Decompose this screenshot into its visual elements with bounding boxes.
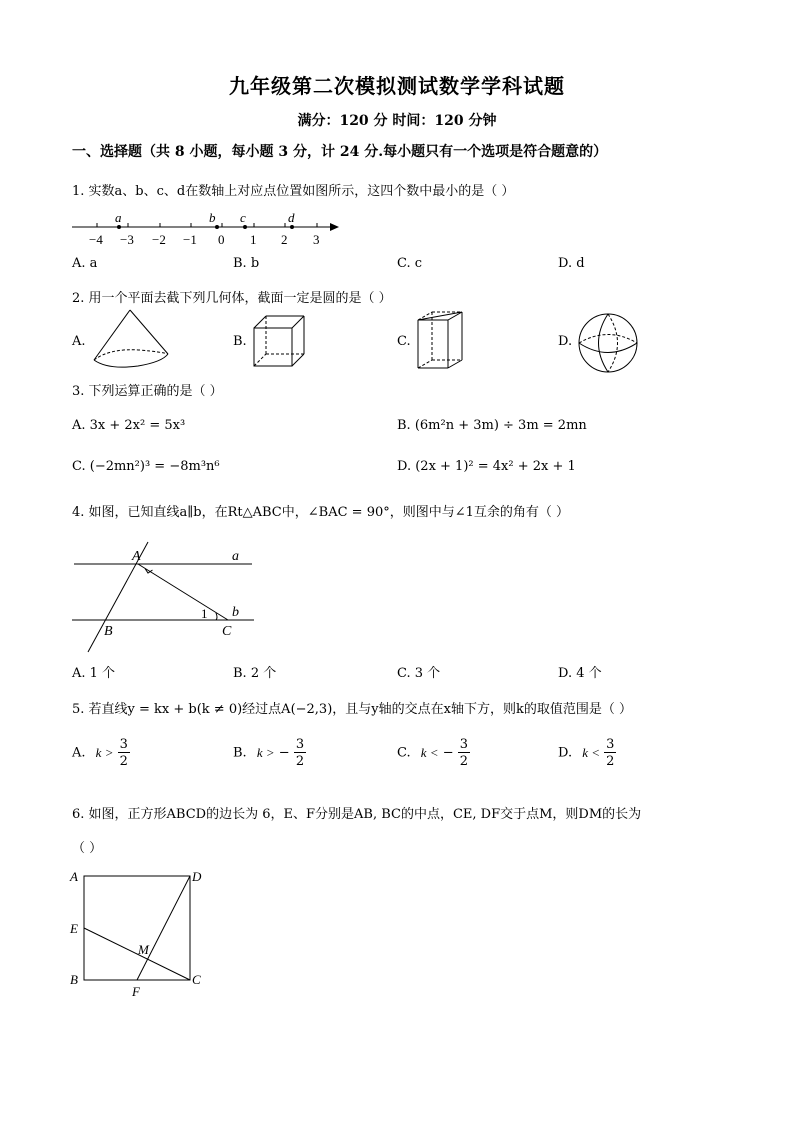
label-E: E	[70, 921, 78, 936]
question-6-paren: （ ）	[72, 841, 103, 856]
tick-label: −2	[152, 232, 166, 247]
q2-option-a: A.	[72, 334, 86, 349]
q3-option-d: D. (2x + 1)² = 4x² + 2x + 1	[397, 459, 576, 474]
tick-label: 1	[250, 232, 257, 247]
q2-option-d: D.	[558, 334, 573, 349]
fraction: $\frac{3}{2}$	[606, 737, 615, 769]
tick-label: 2	[281, 232, 288, 247]
q1-option-a: A. a	[72, 256, 98, 271]
score-time-line: 满分：120 分 时间：120 分钟	[297, 113, 497, 129]
point-label-c: c	[240, 210, 246, 225]
label-D: D	[192, 869, 202, 884]
q3-option-c: C. (−2mn²)³ = −8m³n⁶	[72, 459, 220, 474]
question-3-stem: 3. 下列运算正确的是（ ）	[72, 384, 223, 399]
label-A: A	[132, 549, 141, 564]
q5-option-d: D. k < $\frac{3}{2}$	[558, 737, 615, 769]
q5-option-a: A. k > $\frac{3}{2}$	[72, 737, 128, 769]
question-2-stem: 2. 用一个平面去截下列几何体，截面一定是圆的是（ ）	[72, 291, 392, 306]
q2-option-c: C.	[397, 334, 411, 349]
point-label-d: d	[288, 210, 295, 225]
q4-option-d: D. 4 个	[558, 666, 602, 681]
q4-option-b: B. 2 个	[233, 666, 277, 681]
fraction: $\frac{3}{2}$	[459, 737, 469, 769]
tick-label: −1	[183, 232, 197, 247]
q5-option-c: C. k < − $\frac{3}{2}$	[397, 737, 469, 769]
label-C: C	[192, 972, 201, 987]
point-label-b: b	[209, 210, 216, 225]
label-F: F	[132, 984, 140, 998]
page-title: 九年级第二次模拟测试数学学科试题	[229, 74, 565, 98]
tick-label: 3	[313, 232, 320, 247]
prism-figure	[414, 310, 466, 372]
question-6-stem: 6. 如图，正方形ABCD的边长为 6，E、F分别是AB, BC的中点，CE, DF交于点M，则DM的长为	[72, 807, 642, 822]
question-4-stem: 4. 如图，已知直线a∥b，在Rt△ABC中，∠BAC = 90°，则图中与∠1互余的角有（ ）	[72, 505, 570, 520]
label-angle-1: 1	[201, 606, 208, 621]
label-B: B	[104, 624, 113, 639]
q1-option-b: B. b	[233, 256, 260, 271]
question-5-stem: 5. 若直线y = kx + b(k ≠ 0)经过点A(−2,3)，且与y轴的交点在x轴下方，则k的取值范围是（ ）	[72, 702, 632, 717]
fraction: $\frac{3}{2}$	[295, 737, 305, 769]
label-a: a	[232, 549, 239, 564]
fraction: $\frac{3}{2}$	[119, 737, 128, 769]
q3-option-a: A. 3x + 2x² = 5x³	[72, 418, 186, 433]
label-b: b	[232, 605, 239, 620]
cube-figure	[252, 314, 308, 370]
sphere-figure	[577, 312, 639, 374]
tick-label: −3	[120, 232, 134, 247]
point-label-a: a	[115, 210, 122, 225]
label-A: A	[70, 869, 78, 884]
label-C: C	[222, 624, 232, 639]
q4-option-a: A. 1 个	[72, 666, 116, 681]
tick-label: 0	[218, 232, 225, 247]
label-B: B	[70, 972, 78, 987]
label-M: M	[138, 942, 149, 957]
q4-option-c: C. 3 个	[397, 666, 441, 681]
cone-figure	[90, 308, 174, 372]
square-figure	[68, 866, 214, 998]
q1-option-d: D. d	[558, 256, 585, 271]
question-1-stem: 1. 实数a、b、c、d在数轴上对应点位置如图所示，这四个数中最小的是（ ）	[72, 184, 515, 199]
tick-label: −4	[89, 232, 103, 247]
q1-option-c: C. c	[397, 256, 423, 271]
q2-option-b: B.	[233, 334, 247, 349]
section-heading: 一、选择题（共 8 小题，每小题 3 分，计 24 分.每小题只有一个选项是符合题意的）	[72, 144, 608, 160]
q3-option-b: B. (6m²n + 3m) ÷ 3m = 2mn	[397, 418, 587, 433]
parallel-lines-figure	[70, 540, 260, 655]
q5-option-b: B. k > − $\frac{3}{2}$	[233, 737, 305, 769]
number-line-figure	[68, 208, 348, 252]
